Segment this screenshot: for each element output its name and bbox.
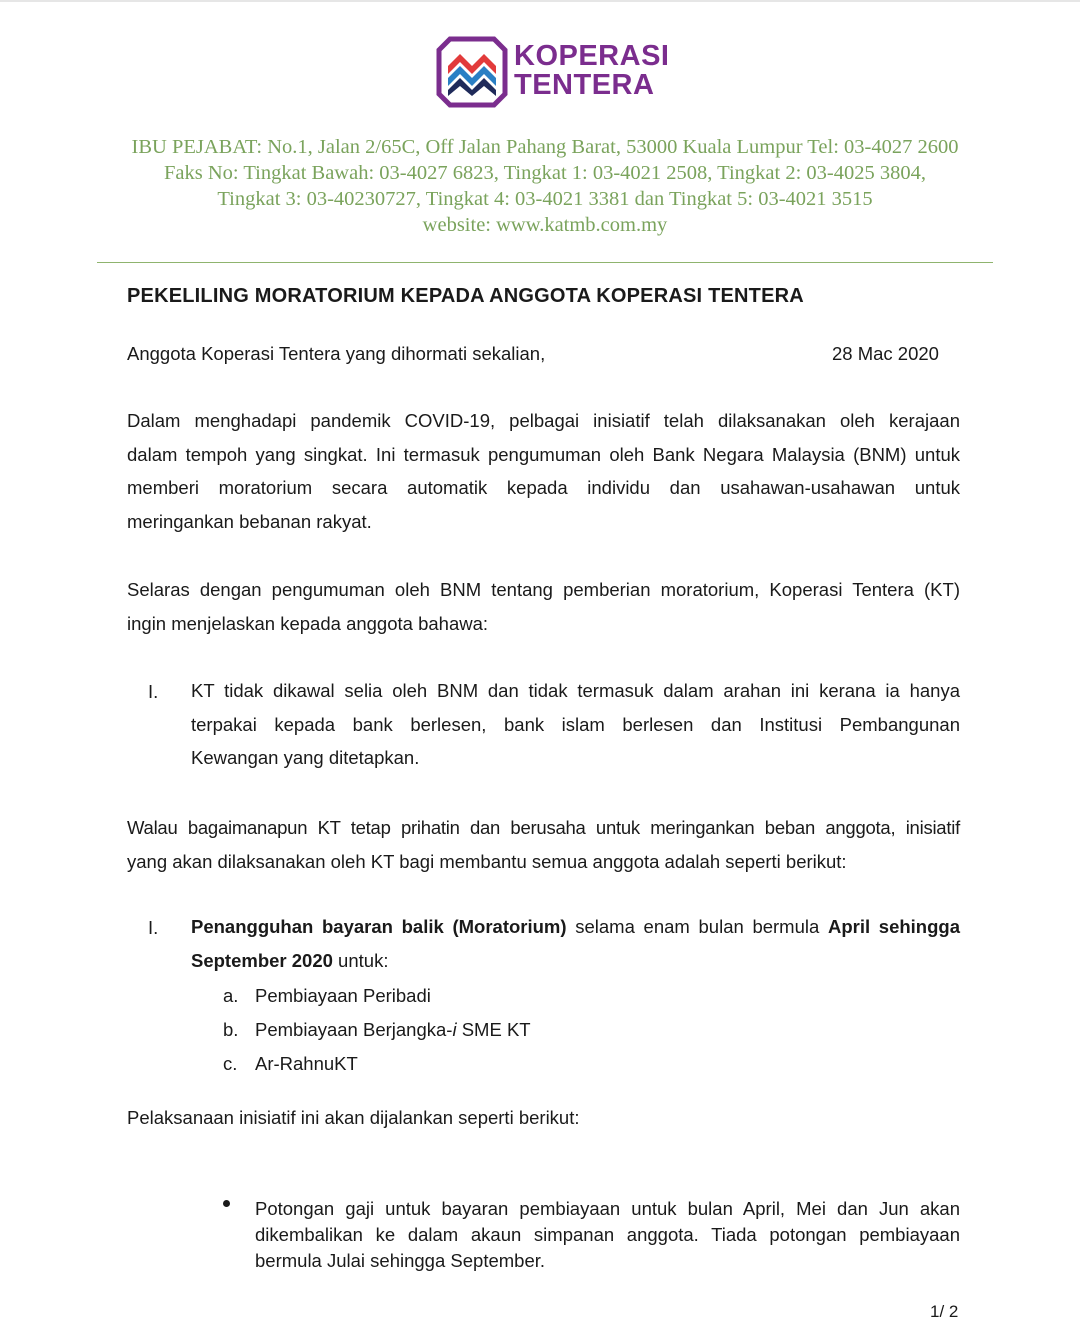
- item-text: untuk:: [332, 949, 389, 971]
- sublist-letter-b: b.: [223, 1019, 239, 1040]
- letterhead-address: [60, 134, 1030, 238]
- paragraph-1: [127, 404, 960, 538]
- bullet-line: Potongan gaji untuk bayaran pembiayaan untuk bulan April, Mei dan Jun akan: [255, 1198, 960, 1219]
- paragraph-line: Walau bagaimanapun KT tetap prihatin dan berusaha untuk meringankan beban anggota, inisiatif: [127, 817, 960, 838]
- bullet-line: bermula Julai sehingga September.: [255, 1250, 546, 1271]
- sublist-item-b: [255, 1019, 531, 1041]
- paragraph-line: Selaras dengan pengumuman oleh BNM tentang pemberian moratorium, Koperasi Tentera (KT): [127, 579, 960, 600]
- sublist-item-c: Ar-RahnuKT: [255, 1053, 358, 1074]
- paragraph-line: meringankan bebanan rakyat.: [127, 510, 372, 532]
- paragraph-line: Dalam menghadapi pandemik COVID-19, pelbagai inisiatif telah dilaksanakan oleh kerajaan: [127, 410, 960, 431]
- address-line-3: Tingkat 3: 03-40230727, Tingkat 4: 03-4021 3381 dan Tingkat 5: 03-4021 3515: [217, 188, 873, 210]
- list-item-2: [191, 910, 960, 977]
- bullet-icon: [223, 1200, 230, 1207]
- paragraph-2: [127, 573, 960, 640]
- koperasi-tentera-logo: [436, 36, 670, 112]
- address-line-2: Faks No: Tingkat Bawah: 03-4027 6823, Tingkat 1: 03-4021 2508, Tingkat 2: 03-4025 3804,: [164, 162, 926, 184]
- logo-line-2: TENTERA: [514, 69, 655, 101]
- letter-date: 28 Mac 2020: [832, 343, 939, 364]
- list-item-line: terpakai kepada bank berlesen, bank islam berlesen dan Institusi Pembangunan: [191, 713, 960, 735]
- paragraph-line: yang akan dilaksanakan oleh KT bagi membantu semua anggota adalah seperti berikut:: [127, 850, 847, 872]
- paragraph-3: [127, 811, 960, 878]
- list-item-line: [191, 944, 960, 978]
- bold-text: September 2020: [191, 949, 333, 971]
- bullet-line: dikembalikan ke dalam akaun simpanan anggota. Tiada potongan pembiayaan: [255, 1224, 960, 1245]
- top-border: [0, 0, 1080, 2]
- list-numeral-1: I.: [148, 681, 159, 702]
- list-item-line: Kewangan yang ditetapkan.: [191, 747, 420, 768]
- paragraph-4: Pelaksanaan inisiatif ini akan dijalankan seperti berikut:: [127, 1107, 580, 1128]
- list-numeral-2: I.: [148, 917, 159, 938]
- sublist-letter-c: c.: [223, 1053, 238, 1074]
- sublist-item-a: Pembiayaan Peribadi: [255, 985, 431, 1006]
- paragraph-line: ingin menjelaskan kepada anggota bahawa:: [127, 612, 489, 634]
- bold-text: Penangguhan bayaran balik (Moratorium): [191, 916, 567, 937]
- italic-text: i: [452, 1019, 457, 1040]
- sublist-letter-a: a.: [223, 985, 239, 1006]
- list-item-line: KT tidak dikawal selia oleh BNM dan tidak termasuk dalam arahan ini kerana ia hanya: [191, 680, 960, 701]
- list-item-line: [191, 910, 960, 944]
- logo-mark-icon: [436, 36, 508, 108]
- sublist-text: SME KT: [456, 1019, 531, 1040]
- paragraph-line: memberi moratorium secara automatik kepada individu dan usahawan-usahawan untuk: [127, 477, 960, 498]
- bullet-item: [255, 1196, 960, 1274]
- logo-text: [514, 42, 669, 100]
- page-number: 1/ 2: [930, 1302, 959, 1321]
- item-text: selama enam bulan bermula: [566, 916, 828, 937]
- list-item-1: [191, 674, 960, 775]
- header-divider: [97, 262, 993, 263]
- bold-text: April sehingga: [827, 916, 960, 937]
- logo-line-1: KOPERASI: [514, 40, 670, 72]
- sublist-text: Pembiayaan Berjangka-: [255, 1019, 453, 1040]
- address-line-1: IBU PEJABAT: No.1, Jalan 2/65C, Off Jalan Pahang Barat, 53000 Kuala Lumpur Tel: 03-4027 2600: [131, 136, 959, 158]
- paragraph-line: dalam tempoh yang singkat. Ini termasuk pengumuman oleh Bank Negara Malaysia (BNM) untuk: [127, 443, 960, 465]
- salutation: Anggota Koperasi Tentera yang dihormati sekalian,: [127, 343, 546, 364]
- document-title: PEKELILING MORATORIUM KEPADA ANGGOTA KOPERASI TENTERA: [127, 285, 804, 307]
- address-line-4: website: www.katmb.com.my: [422, 214, 668, 236]
